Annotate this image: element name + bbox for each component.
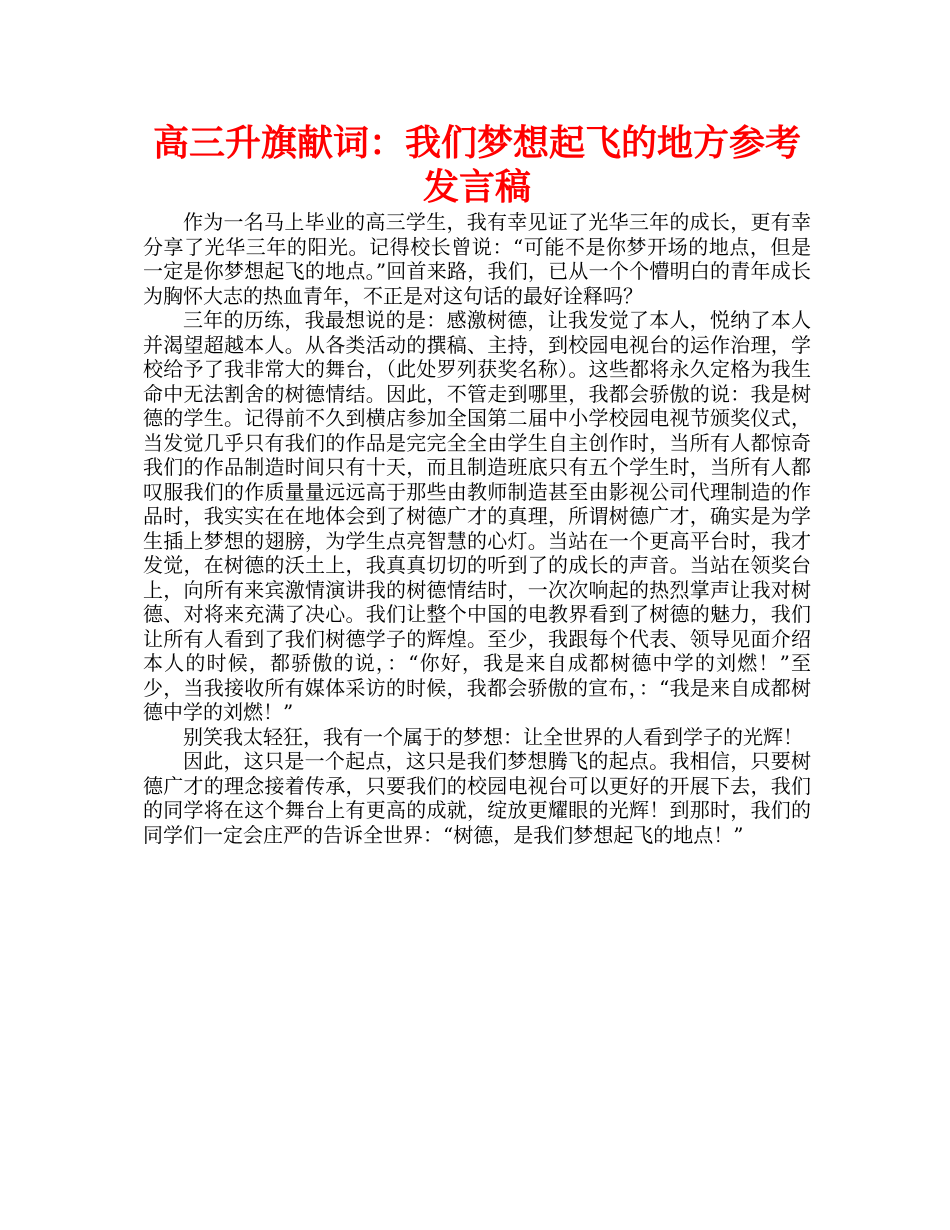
document-content <box>143 122 811 847</box>
paragraph-1: 作为一名马上毕业的高三学生，我有幸见证了光华三年的成长，更有幸分享了光华三年的阳光。记得校长曾说：“可能不是你梦开场的地点，但是一定是你梦想起飞的地点。”回首来路，我们，已从一个个懵明白的青年成长为胸怀大志的热血青年，不正是对这句话的最好诠释吗？ <box>143 210 811 308</box>
paragraph-2: 三年的历练，我最想说的是：感激树德，让我发觉了本人，悦纳了本人并渴望超越本人。从各类活动的撰稿、主持，到校园电视台的运作治理，学校给予了我非常大的舞台，（此处罗列获奖名称）。这些都将永久定格为我生命中无法割舍的树德情结。因此，不管走到哪里，我都会骄傲的说：我是树德的学生。记得前不久到横店参加全国第二届中小学校园电视节颁奖仪式，当发觉几乎只有我们的作品是完完全全由学生自主创作时，当所有人都惊奇我们的作品制造时间只有十天，而且制造班底只有五个学生时，当所有人都叹服我们的作质量量远远高于那些由教师制造甚至由影视公司代理制造的作品时，我实实在在地体会到了树德广才的真理，所谓树德广才，确实是为学生插上梦想的翅膀，为学生点亮智慧的心灯。当站在一个更高平台时，我才发觉，在树德的沃土上，我真真切切的听到了的成长的声音。当站在领奖台上，向所有来宾激情演讲我的树德情结时，一次次响起的热烈掌声让我对树德、对将来充满了决心。我们让整个中国的电教界看到了树德的魅力，我们让所有人看到了我们树德学子的辉煌。至少，我跟每个代表、领导见面介绍本人的时候，都骄傲的说，：“你好，我是来自成都树德中学的刘燃！”至少，当我接收所有媒体采访的时候，我都会骄傲的宣布，：“我是来自成都树德中学的刘燃！” <box>143 308 811 724</box>
paragraph-4: 因此，这只是一个起点，这只是我们梦想腾飞的起点。我相信，只要树德广才的理念接着传承，只要我们的校园电视台可以更好的开展下去，我们的同学将在这个舞台上有更高的成就，绽放更耀眼的光辉！到那时，我们的同学们一定会庄严的告诉全世界：“树德，是我们梦想起飞的地点！” <box>143 749 811 847</box>
document-title: 高三升旗献词：我们梦想起飞的地方参考发言稿 <box>152 123 801 208</box>
paragraph-3: 别笑我太轻狂，我有一个属于的梦想：让全世界的人看到学子的光辉！ <box>183 724 803 749</box>
document-body <box>143 210 811 847</box>
